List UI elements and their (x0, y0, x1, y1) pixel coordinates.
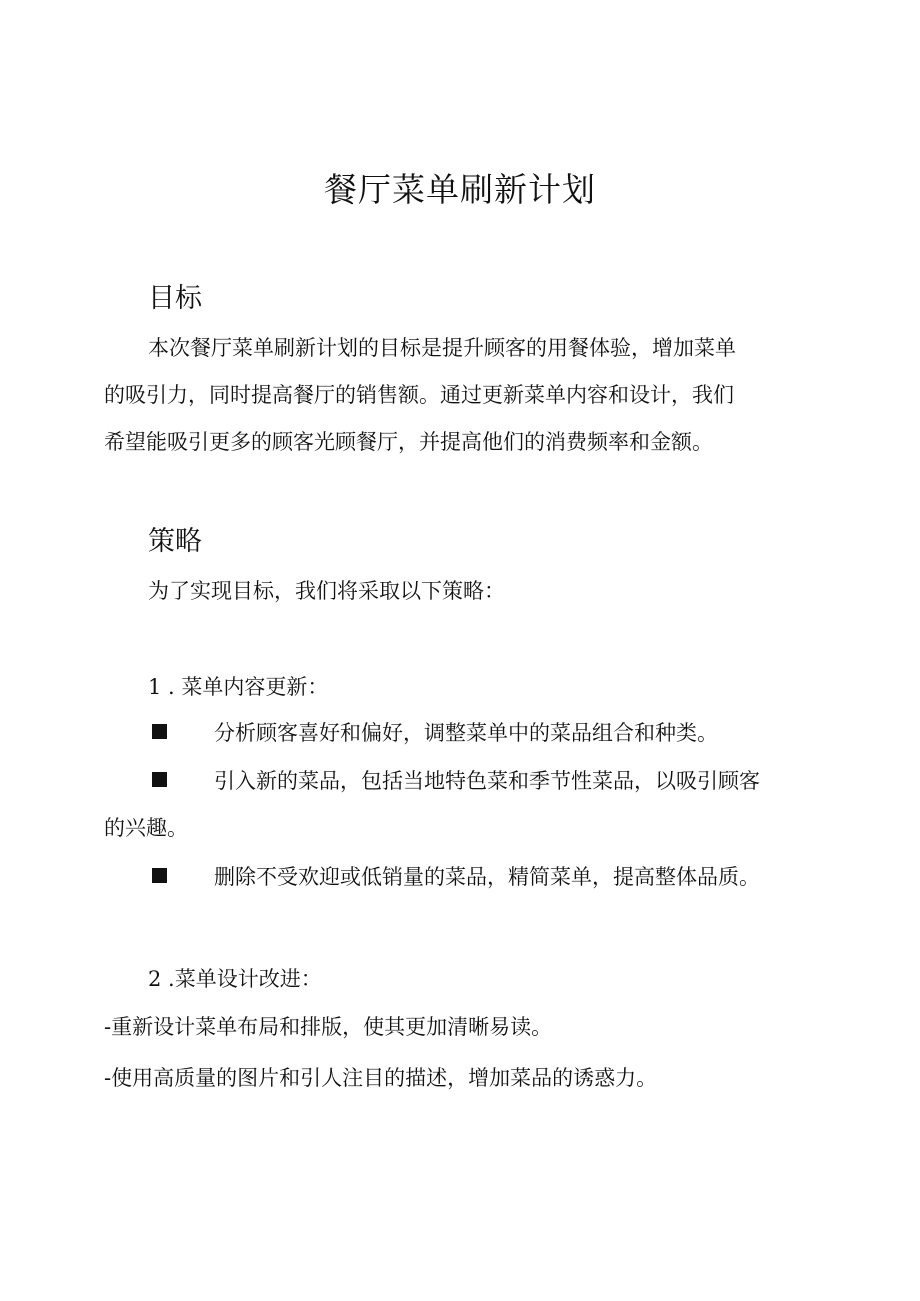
goal-heading: 目标 (148, 283, 202, 314)
square-bullet-icon (152, 724, 167, 739)
page-title: 餐厅菜单刷新计划 (324, 170, 596, 209)
bullet-item-text: 分析顾客喜好和偏好，调整菜单中的菜品组合和种类。 (214, 721, 718, 745)
section2-title: 2 .菜单设计改进： (148, 967, 322, 991)
strategy-heading: 策略 (148, 526, 202, 557)
goal-paragraph-line: 本次餐厅菜单刷新计划的目标是提升顾客的用餐体验，增加菜单 (148, 336, 736, 360)
section2-item: -使用高质量的图片和引人注目的描述，增加菜品的诱惑力。 (104, 1066, 658, 1090)
strategy-intro: 为了实现目标，我们将采取以下策略： (148, 579, 505, 603)
section1-title: 1 . 菜单内容更新： (148, 675, 329, 699)
bullet-item-text: 删除不受欢迎或低销量的菜品，精简菜单，提高整体品质。 (214, 865, 760, 889)
bullet-item-text-continued: 的兴趣。 (104, 816, 188, 840)
goal-paragraph-line: 的吸引力，同时提高餐厅的销售额。通过更新菜单内容和设计，我们 (104, 383, 734, 407)
section2-item: -重新设计菜单布局和排版，使其更加清晰易读。 (104, 1015, 553, 1039)
square-bullet-icon (152, 772, 167, 787)
goal-paragraph-line: 希望能吸引更多的顾客光顾餐厅，并提高他们的消费频率和金额。 (104, 430, 713, 454)
square-bullet-icon (152, 868, 167, 883)
bullet-item-text: 引入新的菜品，包括当地特色菜和季节性菜品，以吸引顾客 (214, 769, 760, 793)
